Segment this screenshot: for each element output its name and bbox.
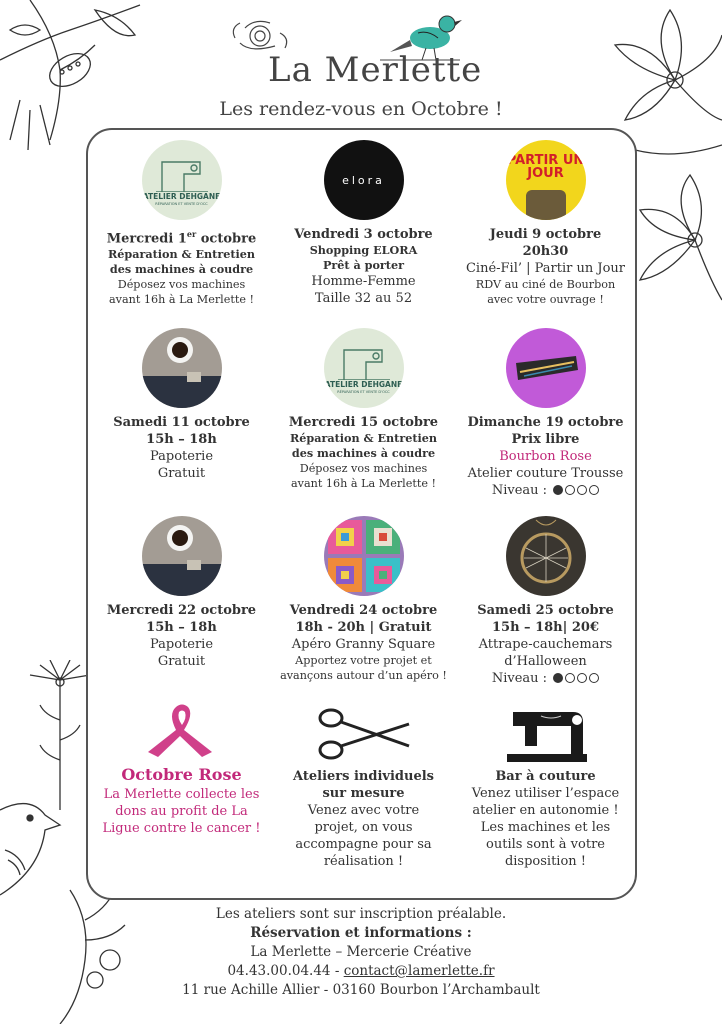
event-time: sur mesure [322,786,405,801]
footer-contact: 04.43.00.04.44 - contact@lamerlette.fr [227,963,495,979]
footer-note: Les ateliers sont sur inscription préalable. [215,906,507,922]
event-line: Papoterie [149,449,214,464]
event-line: Apportez votre projet et [295,654,432,667]
event-line: accompagne pour sa [295,837,432,852]
footer-shop-name: La Merlette – Mercerie Créative [250,944,472,960]
event-line: Prêt à porter [323,258,404,272]
event-card [454,516,637,687]
event-card [90,140,273,307]
event-line: des machines à coudre [291,446,436,460]
skill-level: Niveau : [454,670,637,687]
level-dot-empty [565,485,575,495]
level-dots [551,483,599,498]
event-line: Papoterie [149,637,214,652]
event-time: 20h30 [522,244,569,259]
event-title: Dimanche 19 octobre [467,415,624,430]
event-line: réalisation ! [323,854,404,869]
elora-logo-image: elora [324,140,404,220]
event-title: Octobre Rose [121,765,242,784]
event-line: Shopping ELORA [309,243,418,257]
event-line: Ligue contre le cancer ! [102,821,261,836]
event-line: Homme-Femme [311,274,416,289]
pink-ribbon-icon [132,702,232,762]
page-headline: Les rendez-vous en Octobre ! [219,98,503,120]
event-card [90,516,273,670]
tea-cup-image [142,328,222,408]
pencil-case-image [506,328,586,408]
event-time: 18h - 20h | Gratuit [295,620,432,635]
event-line: avant 16h à La Merlette ! [290,477,437,490]
phone-number: 04.43.00.04.44 [227,963,331,979]
event-line: RDV au ciné de Bourbon [475,278,616,291]
event-time: 15h – 18h [146,432,217,447]
event-line: Déposez vos machines [117,278,246,292]
event-title: Vendredi 24 octobre [289,603,438,618]
event-title: Vendredi 3 octobre [294,227,433,242]
event-line: dons au profit de La [115,804,248,819]
tea-cup-image [142,516,222,596]
event-line: Gratuit [157,654,206,669]
sewing-machine-image [324,328,404,408]
event-card [454,140,637,307]
event-title: Mercredi 15 octobre [288,415,439,430]
event-line: projet, on vous [314,820,413,835]
level-dots [551,671,599,686]
image-subcaption: RÉPARATION ET VENTE D'OCC [337,390,390,394]
event-line: Attrape-cauchemars [478,637,613,652]
event-line: atelier en autonomie ! [472,803,619,818]
event-line: Les machines et les [480,820,611,835]
events-panel [86,128,637,900]
event-card [90,702,273,837]
event-card [272,702,455,870]
event-title: Mercredi 22 octobre [106,603,257,618]
event-line: des machines à coudre [109,262,254,277]
event-card [272,328,455,491]
event-title: Bar à couture [495,769,596,784]
event-line: Déposez vos machines [299,462,428,475]
level-dot-empty [589,673,599,683]
event-time: 15h – 18h [146,620,217,635]
event-title: Mercredi 1er octobre [106,229,257,247]
event-line: La Merlette collecte les [103,787,260,802]
event-line: outils sont à votre [486,837,605,852]
sewing-machine-icon [501,702,591,768]
level-dot-filled [553,485,563,495]
sewing-machine-image [142,140,222,220]
event-line: Bourbon Rose [499,449,592,464]
event-line: Venez avec votre [307,803,420,818]
granny-square-image [324,516,404,596]
level-dot-empty [577,673,587,683]
event-line: Apéro Granny Square [291,637,436,652]
event-line: Venez utiliser l’espace [471,786,620,801]
event-card [90,328,273,482]
event-line: avançons autour d’un apéro ! [280,669,447,682]
event-line: Taille 32 au 52 [314,291,413,306]
event-title: Samedi 25 octobre [477,603,614,618]
skill-level: Niveau : [454,482,637,499]
movie-poster-image: PARTIR UN JOUR [506,140,586,220]
event-line: avec votre ouvrage ! [487,293,604,306]
footer [0,905,722,1000]
event-time: Prix libre [511,432,580,447]
image-caption: ATELIER DEHGANE [324,380,403,389]
event-line: d’Halloween [504,654,587,669]
event-card [454,328,637,499]
event-line: Réparation & Entretien [107,247,256,262]
image-caption: ATELIER DEHGANE [142,192,221,201]
email-link[interactable]: contact@lamerlette.fr [343,963,495,979]
event-card [454,702,637,870]
level-dot-empty [577,485,587,495]
event-line: Gratuit [157,466,206,481]
event-title: Ateliers individuels [293,769,434,784]
event-title: Samedi 11 octobre [113,415,250,430]
event-line: Réparation & Entretien [289,431,438,445]
event-card [272,140,455,307]
level-dot-empty [565,673,575,683]
level-dot-empty [589,485,599,495]
level-dot-filled [553,673,563,683]
event-card [272,516,455,683]
brand-name: La Merlette [268,50,483,90]
scissors-icon [309,702,419,768]
event-time: 15h – 18h| 20€ [491,620,600,635]
event-title: Jeudi 9 octobre [489,227,602,242]
event-line: disposition ! [504,854,587,869]
footer-booking-heading: Réservation et informations : [250,925,472,941]
event-line: Ciné-Fil’ | Partir un Jour [465,261,626,276]
event-line: Atelier couture Trousse [467,466,624,481]
footer-address: 11 rue Achille Allier - 03160 Bourbon l’Archambault [182,982,540,998]
dreamcatcher-image [506,516,586,596]
image-subcaption: RÉPARATION ET VENTE D'OCC [155,202,208,206]
event-line: avant 16h à La Merlette ! [108,293,255,307]
